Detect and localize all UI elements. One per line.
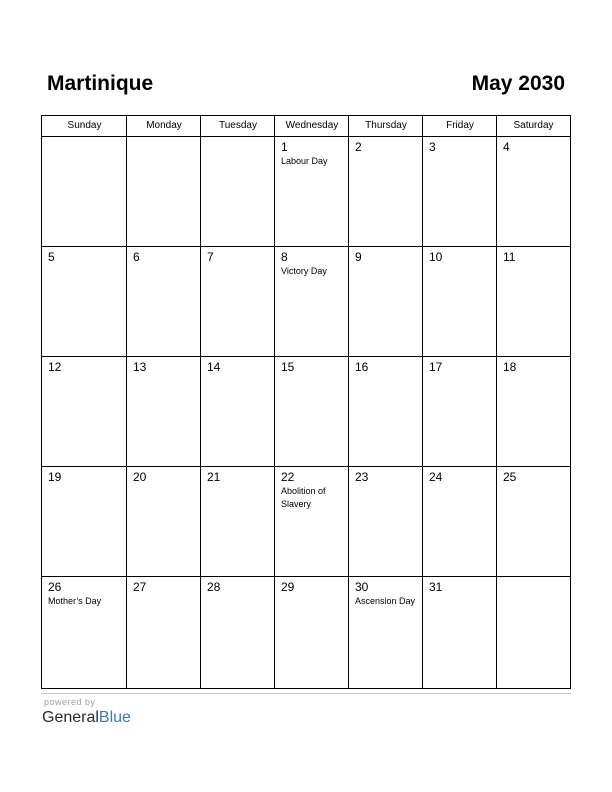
day-cell[interactable]	[349, 577, 422, 687]
holiday-label: Labour Day	[281, 156, 328, 166]
day-cell[interactable]	[423, 137, 496, 247]
day-cell[interactable]	[349, 467, 422, 577]
week-row-3	[42, 357, 570, 467]
week-row-2	[42, 247, 570, 357]
day-cell[interactable]	[497, 467, 570, 577]
day-cell[interactable]	[423, 467, 496, 577]
day-cell[interactable]	[127, 357, 200, 467]
day-cell[interactable]	[42, 247, 126, 357]
day-cell[interactable]	[497, 247, 570, 357]
day-number: 11	[503, 250, 516, 264]
day-cell[interactable]	[497, 357, 570, 467]
day-number: 10	[429, 250, 443, 264]
day-cell[interactable]	[127, 137, 200, 247]
day-cell[interactable]	[497, 137, 570, 247]
day-cell[interactable]	[201, 467, 274, 577]
day-number: 4	[503, 140, 510, 154]
day-cell[interactable]	[423, 577, 496, 687]
week-row-1	[42, 137, 570, 247]
weekday-monday: Monday	[146, 120, 182, 131]
week-row-4	[42, 467, 570, 577]
day-number: 20	[133, 470, 147, 484]
weekday-friday: Friday	[446, 120, 474, 131]
day-cell[interactable]	[275, 577, 348, 687]
day-number: 5	[48, 250, 55, 264]
day-number: 9	[355, 250, 362, 264]
weekday-wednesday: Wednesday	[285, 120, 339, 131]
day-cell[interactable]	[275, 357, 348, 467]
day-cell[interactable]	[423, 247, 496, 357]
day-number: 29	[281, 580, 295, 594]
day-cell[interactable]	[349, 247, 422, 357]
day-number: 16	[355, 360, 369, 374]
day-number: 15	[281, 360, 295, 374]
day-number: 2	[355, 140, 362, 154]
day-number: 26	[48, 580, 62, 594]
day-number: 12	[48, 360, 62, 374]
day-number: 24	[429, 470, 443, 484]
brand-blue-text: Blue	[98, 709, 131, 726]
day-number: 7	[207, 250, 214, 264]
day-number: 8	[281, 250, 288, 264]
day-cell[interactable]	[42, 357, 126, 467]
day-cell[interactable]	[201, 357, 274, 467]
weekday-header-row	[42, 116, 570, 137]
day-number: 31	[429, 580, 443, 594]
day-cell[interactable]	[42, 577, 126, 687]
day-cell[interactable]	[349, 137, 422, 247]
day-number: 1	[281, 140, 288, 154]
day-number: 25	[503, 470, 517, 484]
day-cell[interactable]	[201, 137, 274, 247]
week-row-5	[42, 577, 570, 687]
day-number: 23	[355, 470, 369, 484]
day-number: 27	[133, 580, 147, 594]
brand-general-text: General	[42, 709, 99, 726]
day-number: 6	[133, 250, 140, 264]
day-number: 3	[429, 140, 436, 154]
powered-by-label: powered by	[44, 697, 96, 707]
day-number: 19	[48, 470, 62, 484]
day-cell[interactable]	[275, 467, 348, 577]
day-number: 14	[207, 360, 221, 374]
day-number: 22	[281, 470, 295, 484]
footer-divider	[41, 693, 571, 694]
day-cell[interactable]	[423, 357, 496, 467]
day-cell[interactable]	[201, 577, 274, 687]
day-cell[interactable]	[127, 467, 200, 577]
day-cell[interactable]	[127, 247, 200, 357]
holiday-label: Victory Day	[281, 266, 327, 276]
day-cell[interactable]	[127, 577, 200, 687]
month-year-title: May 2030	[471, 72, 565, 95]
day-number: 21	[207, 470, 221, 484]
weekday-thursday: Thursday	[365, 120, 407, 131]
day-number: 30	[355, 580, 369, 594]
weekday-sunday: Sunday	[67, 120, 102, 131]
day-cell[interactable]	[275, 247, 348, 357]
day-cell[interactable]	[349, 357, 422, 467]
day-cell[interactable]	[42, 137, 126, 247]
day-cell[interactable]	[497, 577, 570, 687]
day-number: 28	[207, 580, 221, 594]
holiday-label: Ascension Day	[355, 596, 416, 606]
day-number: 17	[429, 360, 443, 374]
day-cell[interactable]	[201, 247, 274, 357]
holiday-label: Abolition of Slavery	[281, 486, 326, 509]
country-title: Martinique	[47, 72, 154, 95]
weekday-saturday: Saturday	[513, 120, 554, 131]
generalblue-logo[interactable]	[42, 708, 131, 728]
holiday-label: Mother’s Day	[48, 596, 102, 606]
day-cell[interactable]	[42, 467, 126, 577]
weekday-tuesday: Tuesday	[219, 120, 257, 131]
calendar-grid	[41, 115, 571, 689]
day-number: 18	[503, 360, 517, 374]
day-number: 13	[133, 360, 147, 374]
day-cell[interactable]	[275, 137, 348, 247]
